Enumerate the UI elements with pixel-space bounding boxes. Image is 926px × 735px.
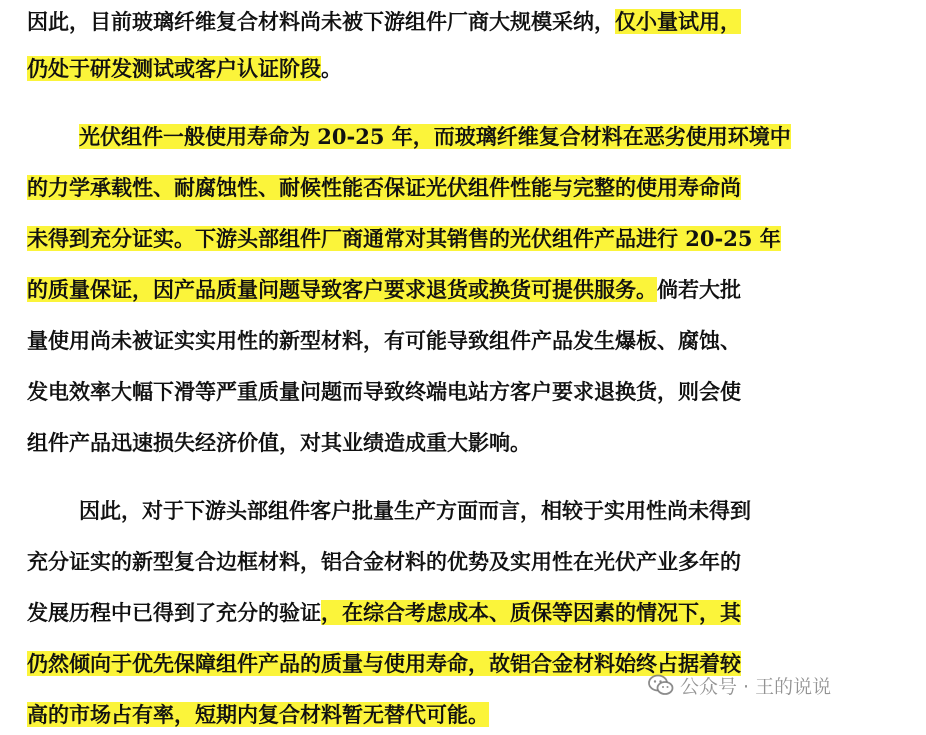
highlighted-text: 高的市场占有率，短期内复合材料暂无替代可能。 — [27, 702, 489, 727]
highlighted-text: 光伏组件一般使用寿命为 20-25 年，而玻璃纤维复合材料在恶劣使用环境中 — [79, 124, 791, 149]
text-line — [0, 321, 926, 361]
text-line — [0, 491, 926, 531]
text-line — [0, 2, 926, 42]
plain-text: 发电效率大幅下滑等严重质量问题而导致终端电站方客户要求退换货，则会使 — [27, 379, 741, 404]
highlighted-text: 的质量保证，因产品质量问题导致客户要求退货或换货可提供服务。 — [27, 277, 657, 302]
plain-text: 因此，对于下游头部组件客户批量生产方面而言，相较于实用性尚未得到 — [79, 498, 751, 523]
text-line — [0, 372, 926, 412]
plain-text: 组件产品迅速损失经济价值，对其业绩造成重大影响。 — [27, 430, 531, 455]
text-line — [0, 49, 926, 89]
plain-text: 因此，目前玻璃纤维复合材料尚未被下游组件厂商大规模采纳， — [27, 9, 615, 34]
text-line — [0, 695, 926, 735]
plain-text: 充分证实的新型复合边框材料，铝合金材料的优势及实用性在光伏产业多年的 — [27, 549, 741, 574]
text-line — [0, 423, 926, 463]
highlighted-text: 仍然倾向于优先保障组件产品的质量与使用寿命，故铝合金材料始终占据着较 — [27, 651, 741, 676]
plain-text: 。 — [321, 56, 342, 81]
text-line — [0, 542, 926, 582]
text-line — [0, 219, 926, 259]
text-line — [0, 168, 926, 208]
text-line — [0, 270, 926, 310]
highlighted-text: 仅小量试用， — [615, 9, 741, 34]
wechat-icon — [648, 674, 674, 696]
plain-text: 倘若大批 — [657, 277, 741, 302]
text-line — [0, 593, 926, 633]
highlighted-text: 未得到充分证实。下游头部组件厂商通常对其销售的光伏组件产品进行 20-25 年 — [27, 226, 781, 251]
highlighted-text: 仍处于研发测试或客户认证阶段 — [27, 56, 321, 81]
plain-text: 发展历程中已得到了充分的验证 — [27, 600, 321, 625]
plain-text: 量使用尚未被证实实用性的新型材料，有可能导致组件产品发生爆板、腐蚀、 — [27, 328, 741, 353]
text-line — [0, 117, 926, 157]
highlighted-text: ，在综合考虑成本、质保等因素的情况下，其 — [321, 600, 741, 625]
watermark — [648, 670, 831, 700]
highlighted-text: 的力学承载性、耐腐蚀性、耐候性能否保证光伏组件性能与完整的使用寿命尚 — [27, 175, 741, 200]
watermark-text: 公众号 · 王的说说 — [680, 675, 832, 698]
